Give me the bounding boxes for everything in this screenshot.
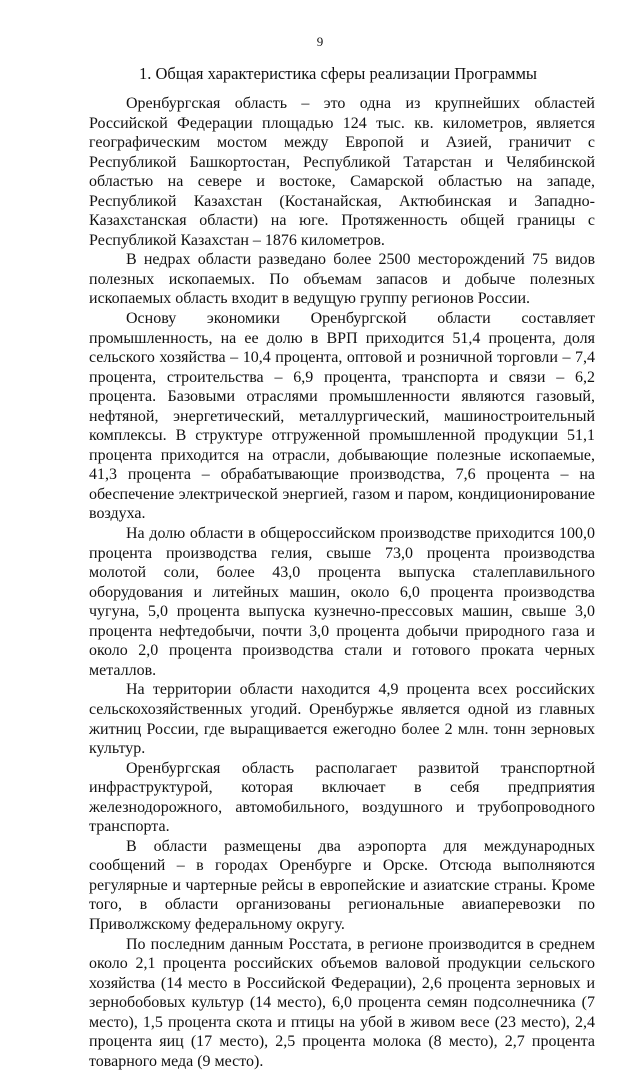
body-text [89, 94, 595, 1071]
paragraph-3: Основу экономики Оренбургской области составляет промышленность, на ее долю в ВРП приходится 51,4 процента, доля сельского хозяйства – 10,4 процента, оптовой и розничной торговли – 7,4 процента, строительства – 6,9 процента, транспорта и связи – 6,2 процента. Базовыми отраслями промышленности являются газовый, нефтяной, энергетический, металлургический, машиностроительный комплексы. В структуре отгруженной промышленной продукции 51,1 процента приходится на отрасли, добывающие полезные ископаемые, 41,3 процента – обрабатывающие производства, 7,6 процента – на обеспечение электрической энергией, газом и паром, кондиционирование воздуха. [89, 310, 595, 523]
paragraph-8: По последним данным Росстата, в регионе производится в среднем около 2,1 процента российских объемов валовой продукции сельского хозяйства (14 место в Российской Федерации), 2,6 процента зерновых и зернобобовых культур (14 место), 6,0 процента семян подсолнечника (7 место), 1,5 процента скота и птицы на убой в живом весе (23 место), 2,4 процента яиц (17 место), 2,5 процента молока (8 место), 2,7 процента товарного меда (9 место). [89, 935, 595, 1070]
paragraph-5: На территории области находится 4,9 процента всех российских сельскохозяйственных угодий. Оренбуржье является одной из главных житниц России, где выращивается ежегодно более 2 млн. тонн зерновых культур. [89, 681, 595, 758]
paragraph-4: На долю области в общероссийском производстве приходится 100,0 процента производства гелия, свыше 73,0 процента производства молотой соли, более 43,0 процента выпуска сталеплавильного оборудования и литейных машин, около 6,0 процента производства чугуна, 5,0 процента выпуска кузнечно-прессовых машин, свыше 3,0 процента нефтедобычи, почти 3,0 процента добычи природного газа и около 2,0 процента производства стали и готового проката черных металлов. [89, 525, 595, 679]
paragraph-7: В области размещены два аэропорта для международных сообщений – в городах Оренбурге и Орске. Отсюда выполняются регулярные и чартерные рейсы в европейские и азиатские страны. Кроме того, в области организованы региональные авиаперевозки по Приволжскому федеральному округу. [89, 837, 595, 933]
paragraph-6: Оренбургская область располагает развитой транспортной инфраструктурой, которая включает в себя предприятия железнодорожного, автомобильного, воздушного и трубопроводного транспорта. [89, 759, 595, 836]
page-number: 9 [316, 34, 324, 49]
paragraph-2: В недрах области разведано более 2500 месторождений 75 видов полезных ископаемых. По объемам запасов и добыче полезных ископаемых область входит в ведущую группу регионов России. [89, 251, 595, 308]
section-heading: 1. Общая характеристика сферы реализации Программы [139, 64, 537, 83]
paragraph-1: Оренбургская область – это одна из крупнейших областей Российской Федерации площадью 124 тыс. кв. километров, является географическим мостом между Европой и Азией, граничит с Республикой Башкортостан, Республикой Татарстан и Челябинской областью на севере и востоке, Самарской областью на западе, Республикой Казахстан (Костанайская, Актюбинская и Западно-Казахстанская области) на юге. Протяженность общей границы с Республикой Казахстан – 1876 километров. [89, 95, 595, 249]
